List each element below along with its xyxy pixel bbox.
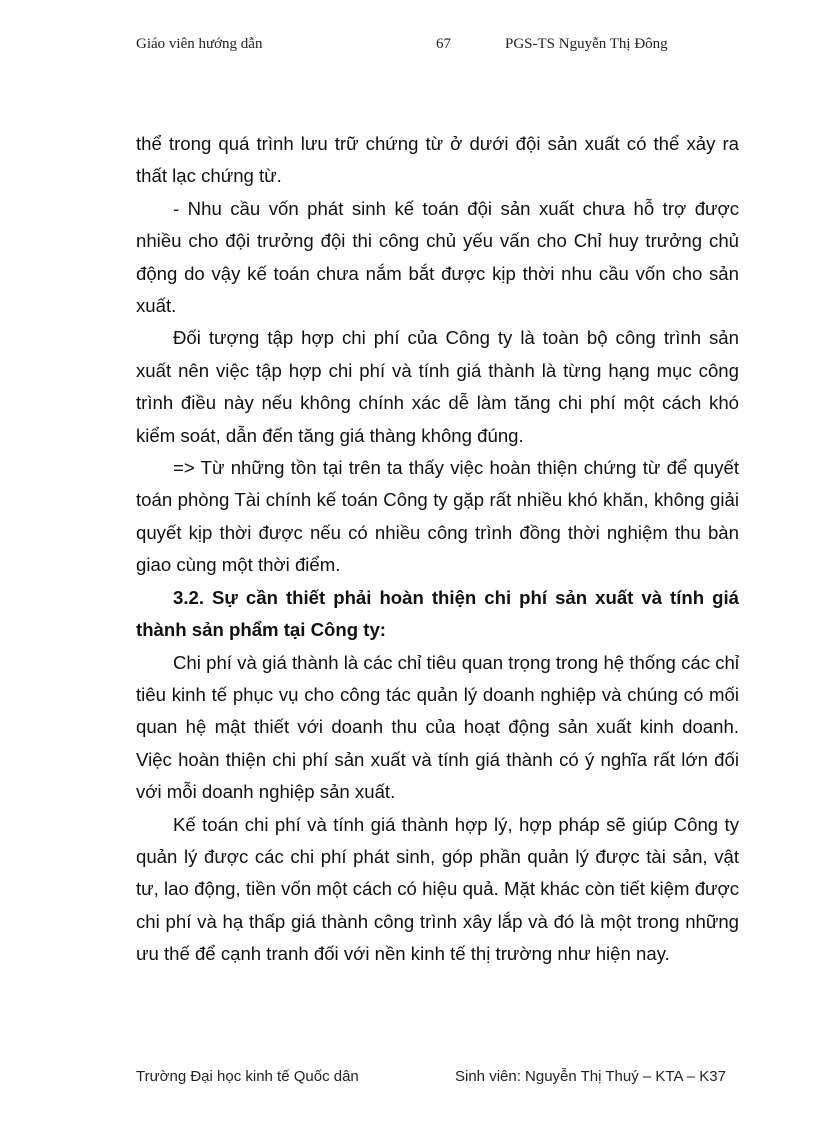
page-header [0, 36, 816, 60]
paragraph-6: Kế toán chi phí và tính giá thành hợp lý, hợp pháp sẽ giúp Công ty quản lý được các chi phí phát sinh, góp phần quản lý được tài sản, vật tư, lao động, tiền vốn một cách có hiệu quả. Mặt khác còn tiết kiệm được chi phí và hạ thấp giá thành công trình xây lắp và đó là một trong những ưu thế để cạnh tranh đối với nền kinh tế thị trường như hiện nay. [136, 813, 739, 965]
paragraph-2: - Nhu cầu vốn phát sinh kế toán đội sản xuất chưa hỗ trợ được nhiều cho đội trưởng đội thi công chủ yếu vấn cho Chỉ huy trưởng chủ động do vậy kế toán chưa nắm bắt được kịp thời nhu cầu vốn cho sản xuất. [136, 197, 739, 317]
page-number: 67 [436, 36, 451, 52]
header-advisor: Giáo viên hướng dẫn [136, 36, 263, 52]
paragraph-5: Chi phí và giá thành là các chỉ tiêu quan trọng trong hệ thống các chỉ tiêu kinh tế phục vụ cho công tác quản lý doanh nghiệp và chúng có mối quan hệ mật thiết với doanh thu của hoạt động sản xuất kinh doanh. Việc hoàn thiện chi phí sản xuất và tính giá thành có ý nghĩa rất lớn đối với mỗi doanh nghiệp sản xuất. [136, 651, 739, 803]
footer-university: Trường Đại học kinh tế Quốc dân [136, 1068, 359, 1085]
paragraph-3: Đối tượng tập hợp chi phí của Công ty là toàn bộ công trình sản xuất nên việc tập hợp chi phí và tính giá thành là từng hạng mục công trình điều này nếu không chính xác dễ làm tăng chi phí một cách khó kiểm soát, dẫn đến tăng giá thàng không đúng. [136, 327, 739, 446]
paragraph-4: => Từ những tồn tại trên ta thấy việc hoàn thiện chứng từ để quyết toán phòng Tài chính kế toán Công ty gặp rất nhiều khó khăn, không giải quyết kịp thời được nếu có nhiều công trình đồng thời nghiệm thu bàn giao cùng một thời điểm. [136, 457, 739, 576]
footer-student: Sinh viên: Nguyễn Thị Thuý – KTA – K37 [455, 1068, 726, 1085]
page-body [136, 128, 739, 971]
page-footer [0, 1068, 816, 1092]
section-heading: 3.2. Sự cần thiết phải hoàn thiện chi phí sản xuất và tính giá thành sản phẩm tại Công ty: [136, 586, 739, 641]
header-advisor-name: PGS-TS Nguyễn Thị Đông [505, 36, 668, 52]
paragraph-1: thể trong quá trình lưu trữ chứng từ ở dưới đội sản xuất có thể xảy ra thất lạc chứng từ. [136, 133, 739, 187]
